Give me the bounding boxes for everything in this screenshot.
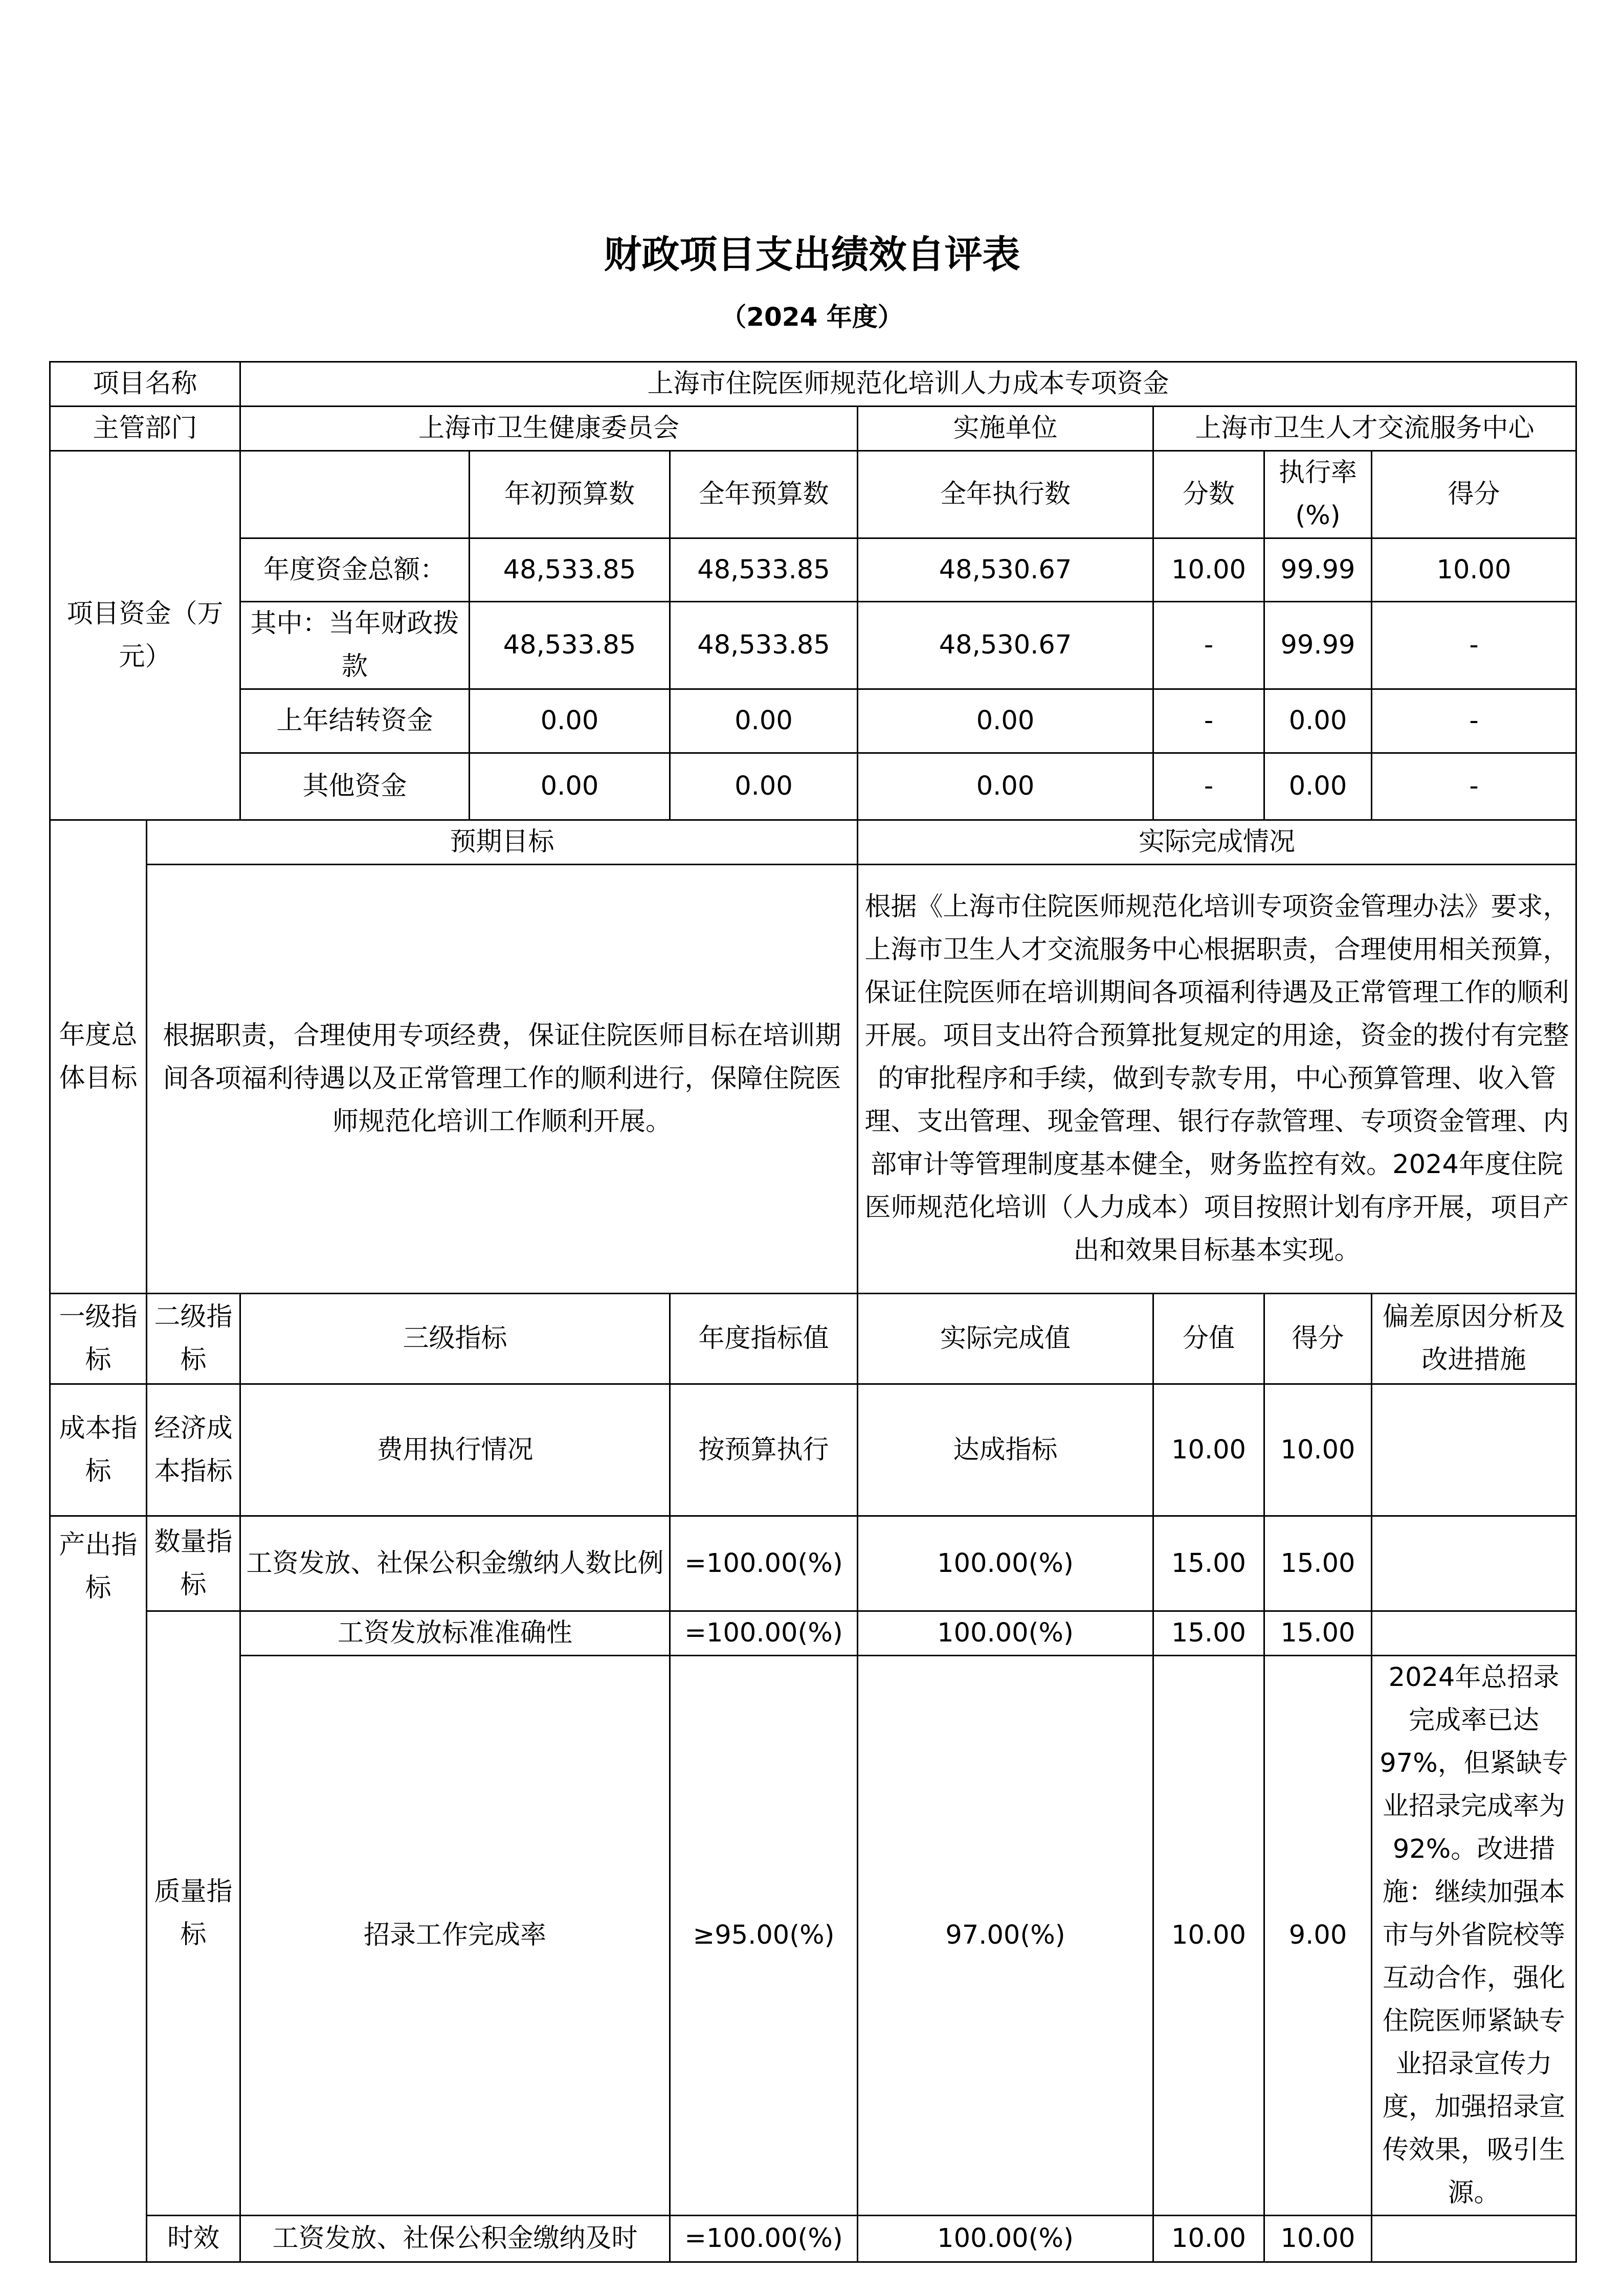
- funds-cell: 0.00: [670, 753, 858, 820]
- quality-target: ≥95.00(%): [670, 1656, 858, 2216]
- timeliness-note: [1372, 2216, 1576, 2262]
- cost-level1: 成本指标: [50, 1384, 147, 1516]
- timeliness-target: =100.00(%): [670, 2216, 858, 2262]
- cost-actual: 达成指标: [858, 1384, 1153, 1516]
- quality-level2: 质量指标: [147, 1611, 240, 2216]
- project-name-label: 项目名称: [50, 362, 240, 407]
- indicator-header-cell: 分值: [1153, 1294, 1264, 1384]
- funds-cell: 0.00: [858, 753, 1153, 820]
- timeliness-weight: 10.00: [1153, 2216, 1264, 2262]
- indicator-header-cell: 偏差原因分析及改进措施: [1372, 1294, 1576, 1384]
- funds-label: 项目资金（万元）: [50, 451, 240, 820]
- timeliness-name: 工资发放、社保公积金缴纳及时: [240, 2216, 670, 2262]
- funds-header-cell: 得分: [1372, 451, 1576, 538]
- expected-goal-text: 根据职责，合理使用专项经费，保证住院医师目标在培训期间各项福利待遇以及正常管理工作的顺利进行，保障住院医师规范化培训工作顺利开展。: [147, 865, 858, 1294]
- cost-weight: 10.00: [1153, 1384, 1264, 1516]
- project-name-value: 上海市住院医师规范化培训人力成本专项资金: [240, 362, 1576, 407]
- quality-weight: 10.00: [1153, 1656, 1264, 2216]
- funds-cell: -: [1372, 689, 1576, 753]
- indicator-header-cell: 得分: [1264, 1294, 1372, 1384]
- quantity-weight: 15.00: [1153, 1516, 1264, 1611]
- quality-name: 招录工作完成率: [240, 1656, 670, 2216]
- indicator-header-cell: 年度指标值: [670, 1294, 858, 1384]
- funds-cell: 48,530.67: [858, 602, 1153, 689]
- funds-cell: -: [1153, 689, 1264, 753]
- funds-cell: -: [1372, 753, 1576, 820]
- quality-score: 15.00: [1264, 1611, 1372, 1656]
- funds-cell: -: [1153, 753, 1264, 820]
- timeliness-actual: 100.00(%): [858, 2216, 1153, 2262]
- funds-cell: 0.00: [858, 689, 1153, 753]
- funds-cell: 0.00: [470, 689, 670, 753]
- funds-header-cell: 分数: [1153, 451, 1264, 538]
- funds-cell: 48,533.85: [470, 602, 670, 689]
- funds-cell: 0.00: [670, 689, 858, 753]
- cost-score: 10.00: [1264, 1384, 1372, 1516]
- goals-label: 年度总体目标: [50, 820, 147, 1294]
- timeliness-level2: 时效: [147, 2216, 240, 2262]
- quantity-name: 工资发放、社保公积金缴纳人数比例: [240, 1516, 670, 1611]
- funds-cell: 0.00: [1264, 753, 1372, 820]
- cost-target: 按预算执行: [670, 1384, 858, 1516]
- quantity-target: =100.00(%): [670, 1516, 858, 1611]
- funds-row-label: 其中：当年财政拨款: [240, 602, 470, 689]
- funds-header-cell: 全年预算数: [670, 451, 858, 538]
- expected-goal-header: 预期目标: [147, 820, 858, 865]
- quality-weight: 15.00: [1153, 1611, 1264, 1656]
- cost-level2: 经济成本指标: [147, 1384, 240, 1516]
- quality-actual: 100.00(%): [858, 1611, 1153, 1656]
- cost-name: 费用执行情况: [240, 1384, 670, 1516]
- funds-cell: -: [1153, 602, 1264, 689]
- funds-cell: 10.00: [1153, 538, 1264, 602]
- funds-row-label: 年度资金总额：: [240, 538, 470, 602]
- funds-cell: 0.00: [1264, 689, 1372, 753]
- dept-value: 上海市卫生健康委员会: [240, 407, 858, 451]
- funds-header-cell: 执行率(%): [1264, 451, 1372, 538]
- funds-cell: 0.00: [470, 753, 670, 820]
- funds-header-cell: 年初预算数: [470, 451, 670, 538]
- quantity-note: [1372, 1516, 1576, 1611]
- quantity-score: 15.00: [1264, 1516, 1372, 1611]
- actual-result-header: 实际完成情况: [858, 820, 1576, 865]
- funds-header-cell: 全年执行数: [858, 451, 1153, 538]
- funds-cell: 48,530.67: [858, 538, 1153, 602]
- performance-table: [49, 361, 1577, 2263]
- funds-cell: 48,533.85: [670, 602, 858, 689]
- funds-cell: -: [1372, 602, 1576, 689]
- quality-target: =100.00(%): [670, 1611, 858, 1656]
- quantity-actual: 100.00(%): [858, 1516, 1153, 1611]
- funds-cell: 99.99: [1264, 538, 1372, 602]
- dept-label: 主管部门: [50, 407, 240, 451]
- funds-cell: 48,533.85: [470, 538, 670, 602]
- page-title: 财政项目支出绩效自评表: [604, 233, 1020, 277]
- quality-actual: 97.00(%): [858, 1656, 1153, 2216]
- quality-name: 工资发放标准准确性: [240, 1611, 670, 1656]
- indicator-header-cell: 二级指标: [147, 1294, 240, 1384]
- funds-cell: 10.00: [1372, 538, 1576, 602]
- page-subtitle: （2024 年度）: [721, 302, 903, 332]
- funds-row-label: 其他资金: [240, 753, 470, 820]
- indicator-header-cell: 一级指标: [50, 1294, 147, 1384]
- actual-result-text: 根据《上海市住院医师规范化培训专项资金管理办法》要求，上海市卫生人才交流服务中心根据职责，合理使用相关预算，保证住院医师在培训期间各项福利待遇及正常管理工作的顺利开展。项目支出符合预算批复规定的用途，资金的拨付有完整的审批程序和手续，做到专款专用，中心预算管理、收入管理、支出管理、现金管理、银行存款管理、专项资金管理、内部审计等管理制度基本健全，财务监控有效。2024年度住院医师规范化培训（人力成本）项目按照计划有序开展，项目产出和效果目标基本实现。: [858, 865, 1576, 1294]
- funds-cell: 99.99: [1264, 602, 1372, 689]
- quality-note: 2024年总招录完成率已达97%，但紧缺专业招录完成率为92%。改进措施：继续加强本市与外省院校等互动合作，强化住院医师紧缺专业招录宣传力度，加强招录宣传效果，吸引生源。: [1372, 1656, 1576, 2216]
- quantity-level2: 数量指标: [147, 1516, 240, 1611]
- indicator-header-cell: 三级指标: [240, 1294, 670, 1384]
- funds-cell: 48,533.85: [670, 538, 858, 602]
- timeliness-score: 10.00: [1264, 2216, 1372, 2262]
- funds-header-blank: [240, 451, 470, 538]
- funds-row-label: 上年结转资金: [240, 689, 470, 753]
- unit-label: 实施单位: [858, 407, 1153, 451]
- quality-score: 9.00: [1264, 1656, 1372, 2216]
- quality-note: [1372, 1611, 1576, 1656]
- output-level1: 产出指标: [50, 1516, 147, 2262]
- cost-note: [1372, 1384, 1576, 1516]
- unit-value: 上海市卫生人才交流服务中心: [1153, 407, 1576, 451]
- indicator-header-cell: 实际完成值: [858, 1294, 1153, 1384]
